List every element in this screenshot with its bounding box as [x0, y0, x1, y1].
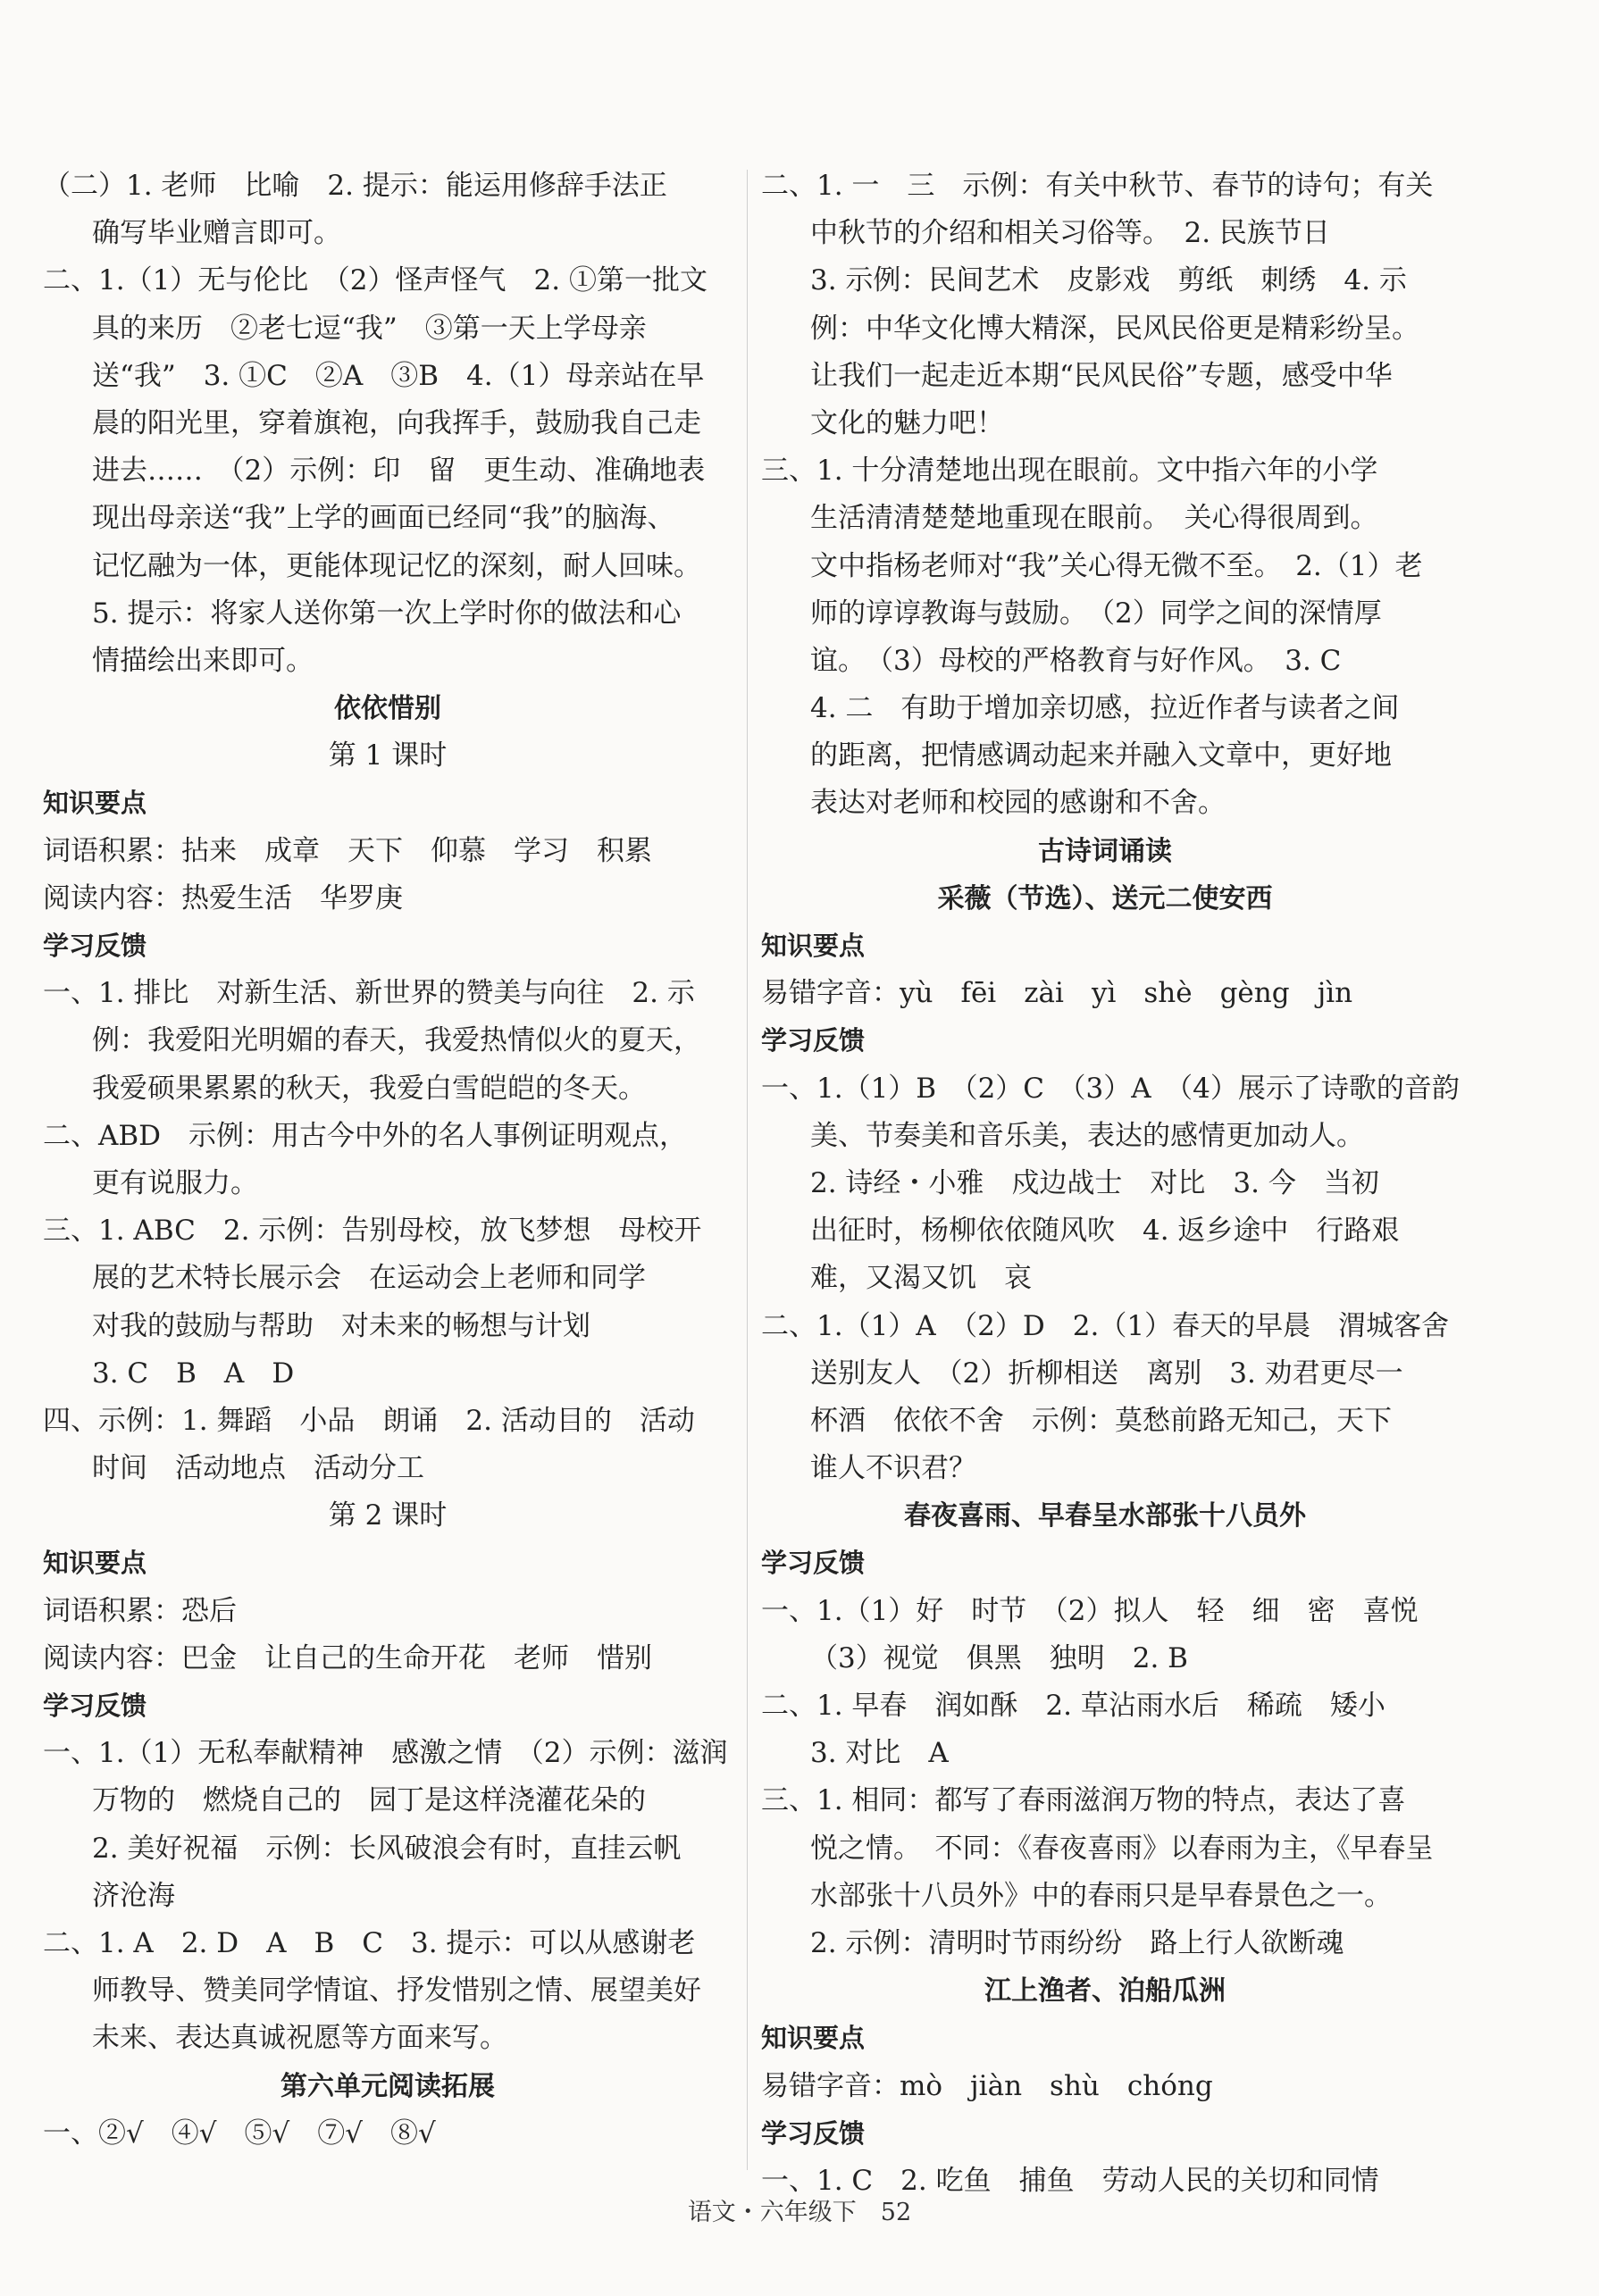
- text-line: 采薇（节选）、送元二使安西: [937, 882, 1273, 914]
- text-line: 三、1. 十分清楚地出现在眼前。文中指六年的小学: [761, 455, 1378, 488]
- text-line: 一、1.（1）无私奉献精神 感激之情 （2）示例：滋润: [43, 1737, 728, 1770]
- text-line: 出征时，杨柳依依随风吹 4. 返乡途中 行路艰: [810, 1215, 1400, 1248]
- text-line: 学习反馈: [43, 931, 147, 961]
- text-line: 文中指杨老师对“我”关心得无微不至。 2.（1）老: [810, 549, 1423, 582]
- text-line: 确写毕业赠言即可。: [92, 217, 341, 250]
- text-line: 万物的 燃烧自己的 园丁是这样浇灌花朵的: [92, 1784, 646, 1817]
- column-divider: [747, 170, 748, 2170]
- text-line: 进去…… （2）示例：印 留 更生动、准确地表: [92, 455, 706, 488]
- text-line: 词语积累：拈来 成章 天下 仰慕 学习 积累: [43, 834, 652, 867]
- text-line: 让我们一起走近本期“民风民俗”专题，感受中华: [810, 359, 1393, 392]
- text-line: 记忆融为一体，更能体现记忆的深刻，耐人回味。: [92, 549, 701, 582]
- text-line: 三、1. ABC 2. 示例：告别母校，放飞梦想 母校开: [43, 1215, 702, 1248]
- text-line: 二、1.（1）A （2）D 2.（1）春天的早晨 渭城客舍: [761, 1309, 1450, 1342]
- text-line: 二、1. 一 三 示例：有关中秋节、春节的诗句；有关: [761, 170, 1434, 202]
- text-line: 二、1.（1）无与伦比 （2）怪声怪气 2. ①第一批文: [43, 264, 707, 297]
- text-line: 未来、表达真诚祝愿等方面来写。: [92, 2022, 507, 2055]
- text-line: 生活清清楚楚地重现在眼前。 关心得很周到。: [810, 502, 1378, 535]
- text-line: 第六单元阅读拓展: [280, 2070, 495, 2102]
- text-line: 二、ABD 示例：用古今中外的名人事例证明观点，: [43, 1119, 688, 1152]
- text-line: 的距离，把情感调动起来并融入文章中，更好地: [810, 739, 1392, 772]
- left-column: [43, 163, 733, 2158]
- text-line: 送别友人 （2）折柳相送 离别 3. 劝君更尽一: [810, 1357, 1403, 1390]
- text-line: 二、1. 早春 润如酥 2. 草沾雨水后 稀疏 矮小: [761, 1690, 1386, 1722]
- text-line: 更有说服力。: [92, 1166, 258, 1199]
- text-line: 3. C B A D: [92, 1357, 295, 1390]
- text-line: 知识要点: [761, 931, 866, 961]
- text-line: 3. 示例：民间艺术 皮影戏 剪纸 刺绣 4. 示: [810, 264, 1407, 297]
- text-line: 师的谆谆教诲与鼓励。 （2）同学之间的深情厚: [810, 597, 1382, 630]
- text-line: 古诗词诵读: [1038, 835, 1172, 867]
- text-line: 2. 诗经・小雅 戍边战士 对比 3. 今 当初: [810, 1166, 1379, 1199]
- text-line: 词语积累：恐后: [43, 1594, 237, 1627]
- text-line: 例：中华文化博大精深，民风民俗更是精彩纷呈。: [810, 312, 1419, 345]
- text-line: 学习反馈: [761, 1548, 866, 1579]
- text-line: 时间 活动地点 活动分工: [92, 1452, 424, 1485]
- text-line: 情描绘出来即可。: [92, 644, 314, 677]
- page-footer: 语文・六年级下 52: [687, 2199, 912, 2226]
- text-line: 美、节奏美和音乐美，表达的感情更加动人。: [810, 1119, 1364, 1152]
- text-line: 二、1. A 2. D A B C 3. 提示：可以从感谢老: [43, 1926, 696, 1959]
- text-line: 水部张十八员外》中的春雨只是早春景色之一。: [810, 1879, 1392, 1912]
- text-line: 阅读内容：热爱生活 华罗庚: [43, 881, 403, 914]
- text-line: 4. 二 有助于增加亲切感，拉近作者与读者之间: [810, 692, 1400, 725]
- text-line: 知识要点: [761, 2023, 866, 2054]
- text-line: 中秋节的介绍和相关习俗等。 2. 民族节日: [810, 217, 1330, 250]
- text-line: 谁人不识君？: [810, 1452, 976, 1485]
- text-line: 第 2 课时: [328, 1499, 448, 1532]
- text-line: 阅读内容：巴金 让自己的生命开花 老师 惜别: [43, 1641, 652, 1674]
- text-line: 学习反馈: [761, 2117, 866, 2149]
- text-line: 一、1. C 2. 吃鱼 捕鱼 劳动人民的关切和同情: [761, 2164, 1379, 2197]
- text-line: 3. 对比 A: [810, 1737, 949, 1770]
- text-line: 知识要点: [43, 1548, 147, 1579]
- text-line: 一、1.（1）B （2）C （3）A （4）展示了诗歌的音韵: [761, 1072, 1460, 1105]
- text-line: 对我的鼓励与帮助 对未来的畅想与计划: [92, 1309, 590, 1342]
- text-line: 展的艺术特长展示会 在运动会上老师和同学: [92, 1262, 646, 1295]
- text-line: 送“我” 3. ①C ②A ③B 4.（1）母亲站在早: [92, 359, 705, 392]
- text-line: 易错字音：yù fēi zài yì shè gèng jìn: [761, 977, 1353, 1010]
- text-line: 例：我爱阳光明媚的春天，我爱热情似火的夏天，: [92, 1024, 701, 1057]
- text-line: 杯酒 依依不舍 示例：莫愁前路无知己，天下: [810, 1404, 1392, 1437]
- text-line: 谊。 （3）母校的严格教育与好作风。 3. C: [810, 644, 1342, 677]
- text-line: 学习反馈: [43, 1691, 147, 1721]
- text-line: 三、1. 相同：都写了春雨滋润万物的特点，表达了喜: [761, 1784, 1406, 1817]
- text-line: 依依惜别: [334, 693, 441, 725]
- text-line: 难，又渴又饥 哀: [810, 1262, 1032, 1295]
- text-line: 师教导、赞美同学情谊、抒发惜别之情、展望美好: [92, 1975, 701, 2008]
- text-line: 悦之情。 不同：《春夜喜雨》以春雨为主，《早春呈: [810, 1832, 1434, 1865]
- text-line: （3）视觉 俱黑 独明 2. B: [810, 1641, 1188, 1674]
- text-line: （二）1. 老师 比喻 2. 提示：能运用修辞手法正: [43, 170, 667, 202]
- text-line: 2. 美好祝福 示例：长风破浪会有时，直挂云帆: [92, 1832, 682, 1865]
- text-line: 我爱硕果累累的秋天，我爱白雪皑皑的冬天。: [92, 1072, 646, 1105]
- text-line: 易错字音：mò jiàn shù chóng: [761, 2069, 1213, 2102]
- text-line: 一、1.（1）好 时节 （2）拟人 轻 细 密 喜悦: [761, 1594, 1419, 1627]
- text-line: 一、1. 排比 对新生活、新世界的赞美与向往 2. 示: [43, 977, 695, 1010]
- text-line: 知识要点: [43, 788, 147, 819]
- text-line: 济沧海: [92, 1879, 175, 1912]
- text-line: 现出母亲送“我”上学的画面已经同“我”的脑海、: [92, 502, 675, 535]
- text-line: 学习反馈: [761, 1025, 866, 1056]
- text-line: 江上渔者、泊船瓜洲: [984, 1975, 1226, 2008]
- text-line: 具的来历 ②老七逗“我” ③第一天上学母亲: [92, 312, 647, 345]
- text-line: 晨的阳光里，穿着旗袍，向我挥手，鼓励我自己走: [92, 406, 701, 439]
- text-line: 四、示例：1. 舞蹈 小品 朗诵 2. 活动目的 活动: [43, 1404, 695, 1437]
- right-column: [761, 163, 1460, 2205]
- text-line: 文化的魅力吧！: [810, 406, 1004, 439]
- text-line: 一、②√ ④√ ⑤√ ⑦√ ⑧√: [43, 2116, 436, 2150]
- text-line: 5. 提示：将家人送你第一次上学时你的做法和心: [92, 597, 682, 630]
- text-line: 第 1 课时: [328, 739, 448, 772]
- text-line: 表达对老师和校园的感谢和不舍。: [810, 787, 1226, 820]
- text-line: 2. 示例：清明时节雨纷纷 路上行人欲断魂: [810, 1926, 1344, 1959]
- text-line: 春夜喜雨、早春呈水部张十八员外: [904, 1500, 1306, 1532]
